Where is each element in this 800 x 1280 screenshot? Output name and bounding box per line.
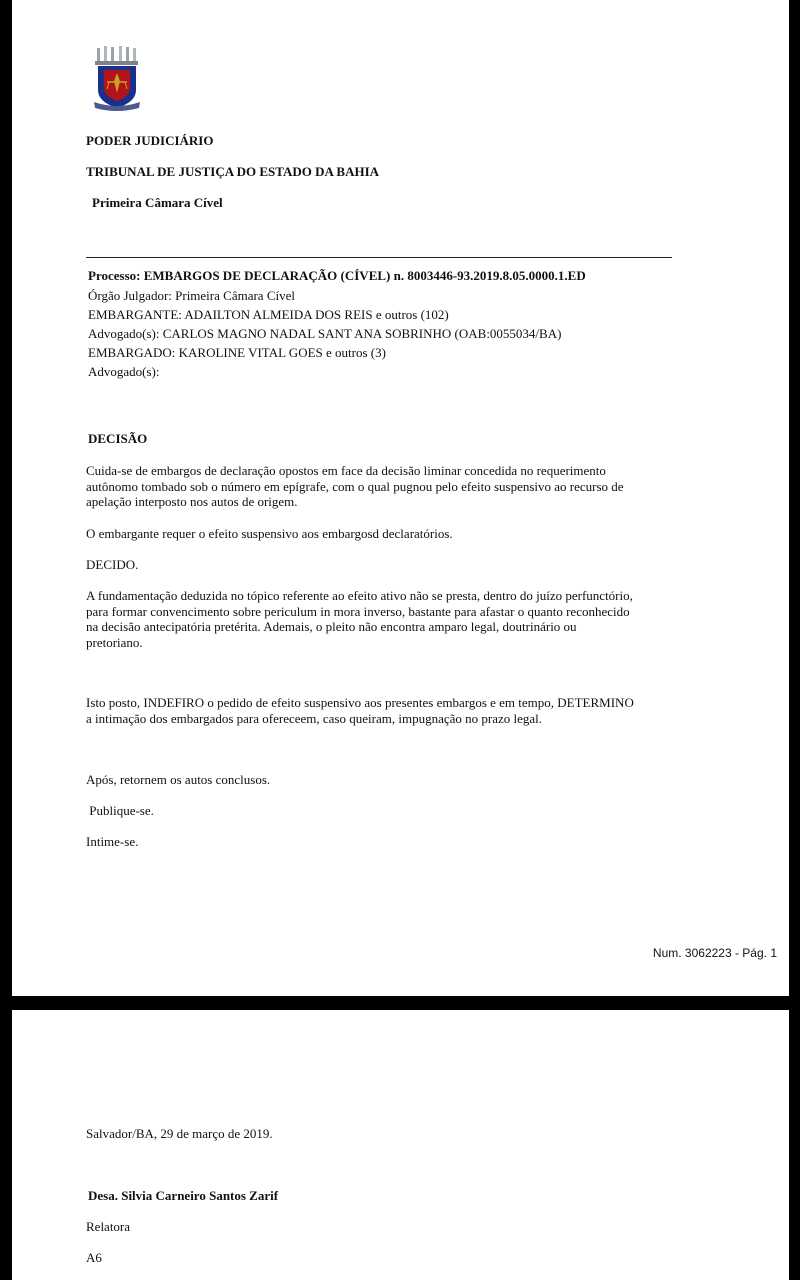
process-title: Processo: EMBARGOS DE DECLARAÇÃO (CÍVEL) n. 8003446-93.2019.8.05.0000.1.ED bbox=[88, 268, 586, 283]
decision-paragraph-1: Cuida-se de embargos de declaração opostos em face da decisão liminar concedida no requerimento autônomo tombado sob o número em epígrafe, com o qual pugnou pelo efeito suspensivo ao recurso de apelação interposto nos autos de origem. bbox=[86, 463, 624, 509]
decision-paragraph-7: Publique-se. bbox=[86, 803, 154, 818]
decision-paragraph-4: A fundamentação deduzida no tópico referente ao efeito ativo não se presta, dentro do juízo perfunctório, para formar convencimento sobre periculum in mora inverso, bastante para afastar o quanto reconhecido na decisão antecipatória pretérita. Ademais, o pleito não encontra amparo legal, doutrinário ou pretoriano. bbox=[86, 588, 633, 650]
signature-name: Desa. Silvia Carneiro Santos Zarif bbox=[88, 1188, 279, 1203]
document-page-2 bbox=[12, 1010, 789, 1280]
decision-paragraph-8: Intime-se. bbox=[86, 834, 139, 849]
process-advogado-2: Advogado(s): bbox=[88, 364, 160, 379]
decision-paragraph-2: O embargante requer o efeito suspensivo aos embargosd declaratórios. bbox=[86, 526, 453, 541]
process-advogado-1: Advogado(s): CARLOS MAGNO NADAL SANT ANA SOBRINHO (OAB:0055034/BA) bbox=[88, 326, 562, 341]
signature-code: A6 bbox=[86, 1250, 102, 1265]
process-orgao: Órgão Julgador: Primeira Câmara Cível bbox=[88, 288, 295, 303]
process-embargante: EMBARGANTE: ADAILTON ALMEIDA DOS REIS e outros (102) bbox=[88, 307, 449, 322]
decision-paragraph-3: DECIDO. bbox=[86, 557, 139, 572]
header-judiciary: PODER JUDICIÁRIO bbox=[86, 133, 214, 148]
header-chamber: Primeira Câmara Cível bbox=[92, 195, 223, 210]
decision-heading: DECISÃO bbox=[88, 431, 148, 446]
header-divider bbox=[86, 257, 672, 258]
process-embargado: EMBARGADO: KAROLINE VITAL GOES e outros (3) bbox=[88, 345, 386, 360]
decision-paragraph-5: Isto posto, INDEFIRO o pedido de efeito suspensivo aos presentes embargos e em tempo, DETERMINO a intimação dos embargados para ofereceem, caso queiram, impugnação no prazo legal. bbox=[86, 695, 634, 726]
header-tribunal: TRIBUNAL DE JUSTIÇA DO ESTADO DA BAHIA bbox=[86, 164, 380, 179]
signature-role: Relatora bbox=[86, 1219, 131, 1234]
signature-place-date: Salvador/BA, 29 de março de 2019. bbox=[86, 1126, 273, 1141]
document-page-1 bbox=[12, 0, 789, 996]
page-number-footer: Num. 3062223 - Pág. 1 bbox=[652, 946, 777, 960]
coat-of-arms-logo bbox=[92, 46, 142, 112]
decision-paragraph-6: Após, retornem os autos conclusos. bbox=[86, 772, 271, 787]
